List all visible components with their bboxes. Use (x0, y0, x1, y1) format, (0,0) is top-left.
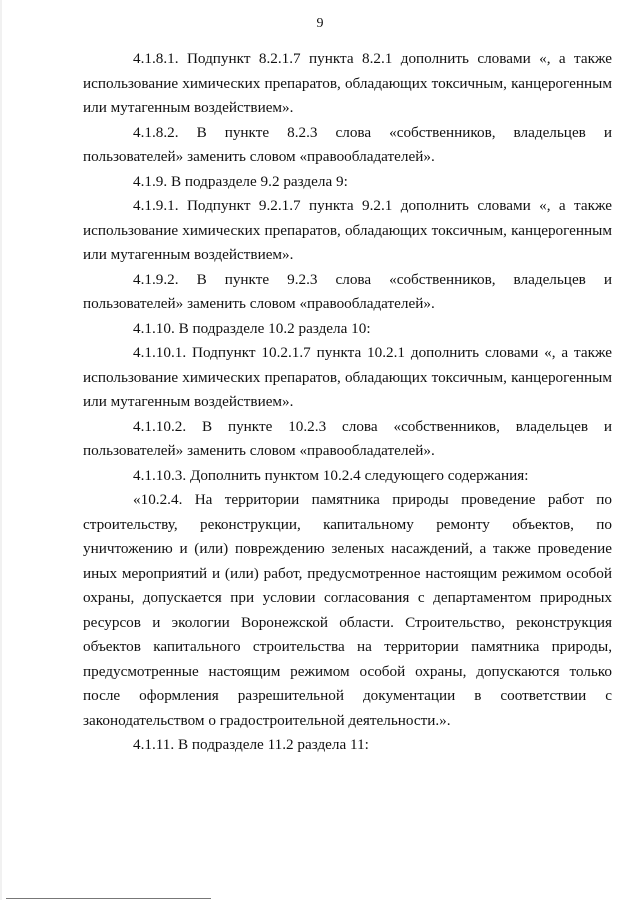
paragraph-4-1-10: 4.1.10. В подразделе 10.2 раздела 10: (133, 319, 371, 337)
paragraph-4-1-10-1: 4.1.10.1. Подпункт 10.2.1.7 пункта 10.2.1 дополнить словами «, а также использование химических препаратов, обладающих токсичным, канцерогенным или мутагенным воздействием». (83, 344, 612, 410)
paragraph-4-1-9-2: 4.1.9.2. В пункте 9.2.3 слова «собственников, владельцев и пользователей» заменить словом «правообладателей». (83, 270, 612, 312)
paragraph-4-1-11: 4.1.11. В подразделе 11.2 раздела 11: (133, 736, 369, 753)
paragraph-4-1-8-1: 4.1.8.1. Подпункт 8.2.1.7 пункта 8.2.1 дополнить словами «, а также использование химических препаратов, обладающих токсичным, канцерогенным или мутагенным воздействием». (83, 50, 612, 116)
page-number: 9 (316, 16, 324, 31)
scan-edge-shadow (0, 0, 2, 900)
paragraph-4-1-9-1: 4.1.9.1. Подпункт 9.2.1.7 пункта 9.2.1 дополнить словами «, а также использование химических препаратов, обладающих токсичным, канцерогенным или мутагенным воздействием». (83, 197, 612, 263)
quoted-paragraph-10-2-4: «10.2.4. На территории памятника природы проведение работ по строительству, реконструкции, капитальному ремонту объектов, по уничтожению и (или) повреждению зеленых насаждений, а также проведение иных мероприятий и (или) работ, предусмотренное настоящим режимом особой охраны, допускается при условии согласования с департаментом природных ресурсов и экологии Воронежской области. Строительство, реконструкция объектов капитального строительства на территории памятника природы, предусмотренные настоящим режимом особой охраны, допускаются только после оформления разрешительной документации в соответствии с законодательством о градостроительной деятельности.». (83, 491, 612, 729)
footnote-separator-line (6, 898, 211, 899)
paragraph-4-1-9: 4.1.9. В подразделе 9.2 раздела 9: (133, 172, 348, 190)
paragraph-4-1-10-2: 4.1.10.2. В пункте 10.2.3 слова «собственников, владельцев и пользователей» заменить словом «правообладателей». (83, 417, 612, 459)
paragraph-4-1-8-2: 4.1.8.2. В пункте 8.2.3 слова «собственников, владельцев и пользователей» заменить словом «правообладателей». (83, 123, 612, 165)
document-body (83, 47, 612, 758)
paragraph-4-1-10-3: 4.1.10.3. Дополнить пунктом 10.2.4 следующего содержания: (133, 466, 529, 484)
